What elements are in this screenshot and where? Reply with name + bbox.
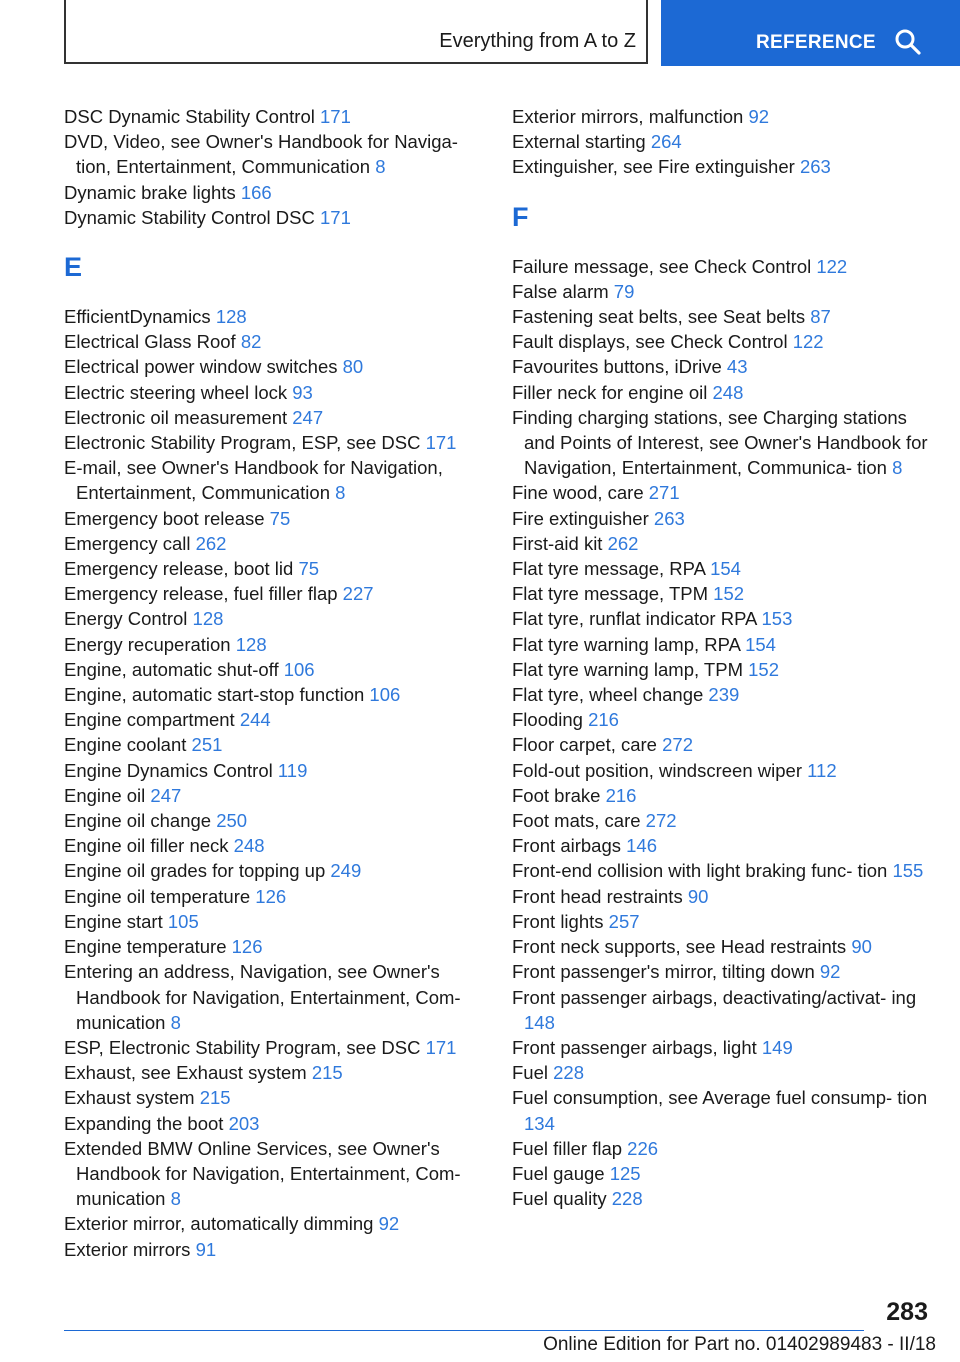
index-page-link[interactable]: 216 — [605, 784, 637, 806]
index-entry — [64, 632, 484, 657]
index-entry — [64, 1111, 484, 1136]
index-page-link[interactable]: 247 — [150, 784, 182, 806]
index-page-link[interactable]: 92 — [378, 1213, 400, 1235]
index-page-link[interactable]: 248 — [712, 381, 744, 403]
index-entry-text: Emergency boot release — [64, 507, 265, 529]
index-page-link[interactable]: 43 — [726, 356, 748, 378]
index-entry-text: Exterior mirrors, malfunction — [512, 106, 744, 127]
index-page-link[interactable]: 92 — [819, 961, 841, 983]
index-entry — [64, 455, 484, 505]
index-entry-text: Electronic oil measurement — [64, 406, 288, 428]
index-page-link[interactable]: 262 — [607, 532, 639, 554]
index-page-link[interactable]: 239 — [708, 684, 740, 706]
index-entry-text: Expanding the boot — [64, 1112, 224, 1134]
index-entry-text: Fuel quality — [512, 1188, 607, 1210]
index-entry — [64, 304, 484, 329]
index-entry — [64, 1085, 484, 1110]
page-number: 283 — [886, 1298, 928, 1326]
index-entry — [64, 959, 484, 1035]
index-entry — [64, 1211, 484, 1236]
index-page-link[interactable]: 249 — [330, 860, 362, 882]
index-entry-text: Dynamic Stability Control DSC — [64, 206, 315, 228]
index-entry — [64, 329, 484, 354]
index-entry — [64, 506, 484, 531]
index-page-link[interactable]: 272 — [662, 734, 693, 756]
index-page-link[interactable]: 262 — [195, 532, 227, 554]
index-entry-text: Engine oil temperature — [64, 885, 251, 907]
index-entry-text: Flat tyre, wheel change — [512, 684, 704, 706]
index-entry — [512, 985, 932, 1035]
index-page-link[interactable]: 228 — [553, 1062, 585, 1084]
index-entry-text: Energy Control — [64, 608, 188, 630]
index-entry — [512, 1060, 932, 1085]
index-entry-text: Front airbags — [512, 835, 621, 857]
index-entry — [512, 1186, 932, 1211]
index-entry-text: Emergency release, boot lid — [64, 558, 294, 580]
index-entry — [512, 104, 932, 129]
index-page-link[interactable]: 228 — [611, 1188, 643, 1210]
index-entry — [64, 430, 484, 455]
search-icon[interactable] — [894, 28, 922, 56]
index-entry — [64, 833, 484, 858]
index-page-link[interactable]: 75 — [298, 558, 320, 580]
index-entry — [512, 909, 932, 934]
index-entry-text: ESP, Electronic Stability Program, see DSC — [64, 1036, 421, 1058]
index-page-link[interactable]: 271 — [648, 482, 680, 504]
index-entry-text: Foot brake — [512, 784, 601, 806]
index-entry — [64, 732, 484, 757]
index-page-link[interactable]: 171 — [320, 206, 351, 228]
index-entry-text: Exhaust system — [64, 1087, 195, 1109]
index-entry — [64, 205, 484, 230]
index-entry-text: Front passenger airbags, deactivating/activat‐ ing — [512, 986, 917, 1008]
index-page-link[interactable]: 154 — [745, 633, 776, 655]
reference-tab[interactable] — [661, 0, 960, 66]
index-page-link[interactable]: 153 — [761, 608, 793, 630]
index-entry-text: Extinguisher, see Fire extinguisher — [512, 156, 795, 178]
index-entry-text: Fuel — [512, 1062, 548, 1084]
index-page-link[interactable]: 8 — [170, 1188, 181, 1210]
index-entry — [512, 632, 932, 657]
index-page-link[interactable]: 126 — [255, 885, 287, 907]
index-entry-text: Emergency call — [64, 532, 191, 554]
index-entry — [64, 758, 484, 783]
index-entry — [64, 1237, 484, 1262]
index-page-link[interactable]: 226 — [627, 1137, 659, 1159]
index-page-link[interactable]: 155 — [892, 860, 924, 882]
index-entry-text: Front passenger airbags, light — [512, 1036, 757, 1058]
index-entry-text: Engine coolant — [64, 734, 187, 756]
index-entry-text: Fold-out position, windscreen wiper — [512, 759, 802, 781]
index-entry — [512, 154, 932, 179]
index-entry-text: Front-end collision with light braking func‐ tion — [512, 860, 888, 882]
index-entry-text: Front neck supports, see Head restraints — [512, 936, 847, 958]
index-page-link[interactable]: 126 — [231, 936, 263, 958]
index-entry — [512, 405, 932, 481]
index-entry — [512, 531, 932, 556]
index-entry — [64, 531, 484, 556]
index-entry-text: Flat tyre message, RPA — [512, 558, 705, 580]
index-page-link[interactable]: 134 — [524, 1112, 555, 1134]
index-page-link[interactable]: 128 — [192, 608, 224, 630]
index-entry-text: Exterior mirrors — [64, 1238, 191, 1260]
index-page-link[interactable]: 112 — [807, 759, 837, 781]
index-page-link[interactable]: 203 — [228, 1112, 260, 1134]
index-page-link[interactable]: 216 — [588, 709, 619, 731]
index-entry-text: Fuel filler flap — [512, 1137, 623, 1159]
index-entry-text: EfficientDynamics — [64, 306, 211, 328]
index-entry — [512, 808, 932, 833]
index-page-link[interactable]: 171 — [320, 106, 351, 127]
index-page-link[interactable]: 227 — [342, 583, 374, 605]
index-page-link[interactable]: 92 — [748, 106, 770, 127]
index-entry — [512, 959, 932, 984]
index-entry-text: Fine wood, care — [512, 482, 644, 504]
index-entry — [512, 556, 932, 581]
index-entry-text: Engine compartment — [64, 709, 235, 731]
index-column-left — [64, 104, 484, 1262]
index-entry-text: Exhaust, see Exhaust system — [64, 1062, 307, 1084]
index-entry — [512, 657, 932, 682]
index-entry — [512, 934, 932, 959]
index-entry-text: Flooding — [512, 709, 583, 731]
index-page-link[interactable]: 247 — [292, 406, 324, 428]
index-page-link[interactable]: 122 — [816, 255, 848, 277]
index-entry-text: False alarm — [512, 280, 609, 302]
index-entry-text: Fault displays, see Check Control — [512, 331, 788, 353]
index-entry — [512, 732, 932, 757]
index-entry-text: Front passenger's mirror, tilting down — [512, 961, 815, 983]
index-entry-text: Emergency release, fuel filler flap — [64, 583, 338, 605]
index-entry — [64, 606, 484, 631]
index-page-link[interactable]: 148 — [524, 1011, 555, 1033]
index-page-link[interactable]: 248 — [233, 835, 265, 857]
index-page-link[interactable]: 105 — [167, 910, 199, 932]
index-entry-text: Failure message, see Check Control — [512, 255, 812, 277]
index-entry — [64, 354, 484, 379]
index-entry-text: Front lights — [512, 910, 604, 932]
index-entry — [512, 1035, 932, 1060]
index-page-link[interactable]: 125 — [609, 1162, 641, 1184]
index-entry — [512, 480, 932, 505]
index-entry — [64, 884, 484, 909]
index-entry-text: Engine, automatic shut-off — [64, 658, 279, 680]
edition-note: Online Edition for Part no. 01402989483 - II/18 — [543, 1334, 936, 1355]
index-entry — [64, 1136, 484, 1212]
index-page-link[interactable]: 215 — [199, 1087, 231, 1109]
index-page-link[interactable]: 244 — [239, 709, 271, 731]
index-entry — [512, 581, 932, 606]
index-entry — [512, 329, 932, 354]
index-page-link[interactable]: 82 — [240, 331, 262, 353]
index-page-link[interactable]: 250 — [216, 810, 248, 832]
index-entry — [64, 380, 484, 405]
index-entry-text: Foot mats, care — [512, 810, 641, 832]
index-entry-text: Electrical power window switches — [64, 356, 338, 378]
index-page-link[interactable]: 171 — [425, 432, 457, 454]
index-entry-text: Electric steering wheel lock — [64, 381, 288, 403]
index-entry — [64, 707, 484, 732]
index-entry — [64, 1060, 484, 1085]
index-entry-text: E-mail, see Owner's Handbook for Navigation, Entertainment, Communication — [64, 457, 443, 504]
index-entry-text: Finding charging stations, see Charging stations and Points of Interest, see Owner's Handbook for Navigation, Entertainment, Communica‐ tion — [512, 406, 928, 479]
index-entry — [64, 657, 484, 682]
index-entry — [512, 380, 932, 405]
header-section-title: Everything from A to Z — [439, 30, 636, 52]
index-page-link[interactable]: 251 — [191, 734, 223, 756]
index-page-link[interactable]: 8 — [375, 156, 386, 178]
index-entry — [64, 682, 484, 707]
index-entry-text: Flat tyre message, TPM — [512, 583, 709, 605]
index-entry-text: Dynamic brake lights — [64, 181, 236, 203]
index-entry — [64, 858, 484, 883]
index-page-link[interactable]: 263 — [799, 156, 831, 178]
index-entry — [64, 934, 484, 959]
index-entry-text: Fire extinguisher — [512, 507, 649, 529]
index-entry-text: Engine temperature — [64, 936, 227, 958]
index-entry — [512, 279, 932, 304]
index-page-link[interactable]: 87 — [810, 306, 831, 328]
index-entry — [512, 254, 932, 279]
index-entry — [512, 707, 932, 732]
index-entry — [64, 581, 484, 606]
index-page-link[interactable]: 93 — [292, 381, 313, 403]
index-entry — [64, 405, 484, 430]
index-entry-text: Entering an address, Navigation, see Owner's Handbook for Navigation, Entertainment, Com‐ munication — [64, 961, 461, 1033]
index-letter-heading: F — [512, 201, 529, 232]
index-entry — [512, 1161, 932, 1186]
index-page-link[interactable]: 264 — [650, 131, 682, 153]
index-entry — [512, 758, 932, 783]
index-entry — [512, 304, 932, 329]
header-section-box — [64, 0, 648, 64]
index-entry-text: Energy recuperation — [64, 633, 231, 655]
index-entry — [512, 783, 932, 808]
index-entry — [512, 506, 932, 531]
index-entry — [64, 783, 484, 808]
index-page-link[interactable]: 215 — [311, 1062, 343, 1084]
index-entry-text: Engine start — [64, 910, 163, 932]
index-entry-text: Flat tyre warning lamp, TPM — [512, 658, 743, 680]
index-entry-text: Engine oil change — [64, 810, 212, 832]
index-page-link[interactable]: 119 — [277, 759, 308, 781]
index-entry — [64, 1035, 484, 1060]
index-page-link[interactable]: 149 — [761, 1036, 793, 1058]
index-column-right — [512, 104, 932, 1211]
reference-tab-label: REFERENCE — [756, 32, 876, 53]
index-entry-text: Fuel consumption, see Average fuel consump‐ tion — [512, 1087, 928, 1109]
index-entry — [64, 180, 484, 205]
index-page-link[interactable]: 90 — [851, 936, 872, 958]
index-entry-text: DSC Dynamic Stability Control — [64, 106, 315, 127]
index-entry — [512, 1085, 932, 1135]
index-entry-text: Engine oil grades for topping up — [64, 860, 326, 882]
index-entry-text: Fastening seat belts, see Seat belts — [512, 306, 806, 328]
index-page-link[interactable]: 166 — [240, 181, 272, 203]
index-entry — [512, 833, 932, 858]
index-page-link[interactable]: 80 — [342, 356, 364, 378]
index-entry-text: Electronic Stability Program, ESP, see DSC — [64, 432, 421, 454]
index-entry-text: DVD, Video, see Owner's Handbook for Naviga‐ tion, Entertainment, Communication — [64, 131, 458, 178]
index-page-link[interactable]: 152 — [748, 658, 779, 680]
index-page-link[interactable]: 8 — [892, 457, 903, 479]
index-page-link[interactable]: 128 — [215, 306, 247, 328]
index-page-link[interactable]: 106 — [369, 684, 401, 706]
index-entry-text: Fuel gauge — [512, 1162, 605, 1184]
index-page-link[interactable]: 171 — [425, 1036, 457, 1058]
index-entry-text: Electrical Glass Roof — [64, 331, 236, 353]
index-entry — [512, 354, 932, 379]
footer-divider — [64, 1330, 864, 1331]
index-entry-text: Engine Dynamics Control — [64, 759, 273, 781]
index-entry — [64, 808, 484, 833]
index-entry-text: Engine, automatic start-stop function — [64, 684, 365, 706]
index-entry-text: First-aid kit — [512, 532, 603, 554]
index-entry — [512, 1136, 932, 1161]
index-page-link[interactable]: 257 — [608, 910, 640, 932]
index-entry-text: External starting — [512, 131, 646, 153]
index-page-link[interactable]: 90 — [687, 885, 709, 907]
index-page-link[interactable]: 122 — [792, 331, 824, 353]
index-entry-text: Favourites buttons, iDrive — [512, 356, 722, 378]
index-page-link[interactable]: 146 — [626, 835, 658, 857]
index-entry — [512, 682, 932, 707]
index-entry-text: Floor carpet, care — [512, 734, 657, 756]
index-entry — [512, 884, 932, 909]
index-entry — [512, 606, 932, 631]
index-page-link[interactable]: 263 — [653, 507, 685, 529]
index-page-link[interactable]: 8 — [335, 482, 346, 504]
index-entry — [64, 129, 484, 179]
index-entry-text: Extended BMW Online Services, see Owner's Handbook for Navigation, Entertainment, Com‐ munication — [64, 1137, 461, 1210]
index-entry-text: Flat tyre warning lamp, RPA — [512, 633, 740, 655]
index-page-link[interactable]: 79 — [613, 280, 635, 302]
index-entry — [64, 104, 484, 129]
index-entry — [512, 129, 932, 154]
index-entry — [64, 909, 484, 934]
index-entry-text: Front head restraints — [512, 885, 683, 907]
index-page-link[interactable]: 8 — [170, 1011, 181, 1033]
index-entry-text: Flat tyre, runflat indicator RPA — [512, 608, 757, 630]
index-page-link[interactable]: 75 — [269, 507, 291, 529]
index-page-link[interactable]: 128 — [235, 633, 267, 655]
index-page-link[interactable]: 106 — [283, 658, 315, 680]
index-page-link[interactable]: 152 — [713, 583, 745, 605]
index-entry — [64, 556, 484, 581]
index-letter-heading: E — [64, 252, 83, 283]
index-page-link[interactable]: 272 — [645, 810, 677, 832]
index-page-link[interactable]: 154 — [710, 558, 741, 580]
index-page-link[interactable]: 91 — [195, 1238, 217, 1260]
index-entry — [512, 858, 932, 883]
index-entry-text: Engine oil — [64, 784, 146, 806]
index-entry-text: Engine oil filler neck — [64, 835, 229, 857]
index-entry-text: Exterior mirror, automatically dimming — [64, 1213, 374, 1235]
index-entry-text: Filler neck for engine oil — [512, 381, 708, 403]
